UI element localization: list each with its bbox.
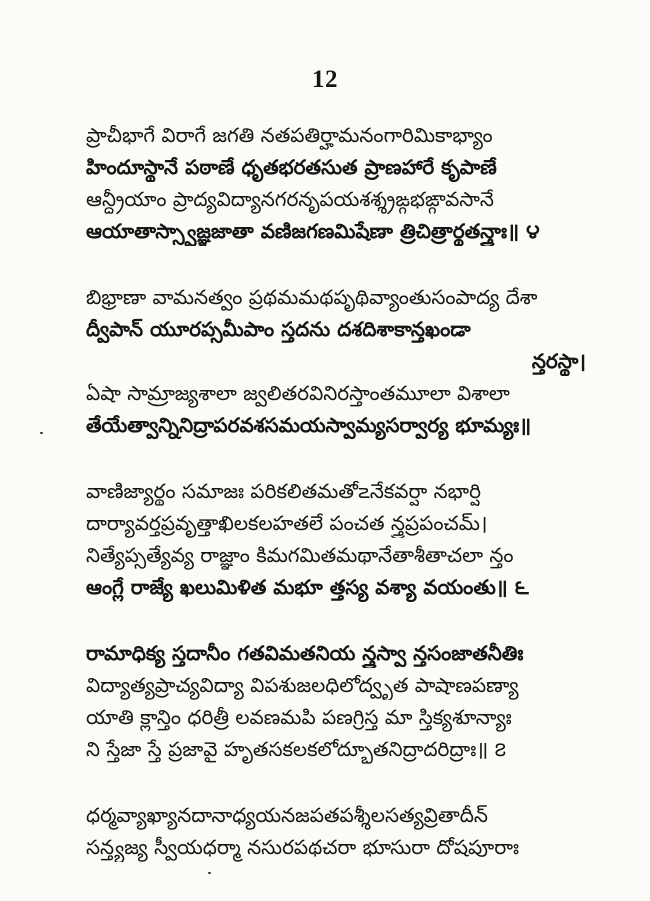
verse-line: ఆంగ్లే రాజ్యే ఖలుమిళిత మభూ త్తస్య వశ్యా వయంతు॥ ౬ (86, 575, 529, 599)
verse-line: సన్త్యజ్య స్వీయధర్మా నసురపథచరా భూసురా దోషపూరాః (86, 835, 520, 859)
verse-line: దార్యావర్తప్రవృత్తాఖిలకలహతలే పంచత న్త్రప్రపంచమ్। (86, 511, 488, 535)
verse-line: తేయేత్వాన్నినిద్రాపరవశసమయస్వామ్యసర్వార్య భూమ్యః॥ (86, 413, 532, 437)
verse-line: రామాధిక్య స్తదానీం గతవిమతనియ న్త్రస్వా న్తసంజాతనీతిః (86, 641, 524, 665)
verse-line: ద్వీపాన్ యూరప్సమీపాం స్తదను దశదిశాకాన్తఖండా (86, 317, 471, 341)
page-number: 12 (312, 66, 338, 93)
verse-line: న్తరస్థా। (531, 349, 586, 373)
verse-line: విద్యాత్యప్రాచ్యవిద్యా విపశుజలధిలోద్వృత పాషాణపణ్యా (86, 673, 519, 697)
verse-line: ధర్మవ్యాఖ్యానదానాధ్యయనజపతపశ్శీలసత్యవ్రితాదీన్ (86, 803, 488, 827)
verse-line: వాణిజ్యార్థం సమాజః పరికలితమతో౽నేకవర్షా నభార్షి (86, 479, 481, 503)
verse-line: ని స్తేజా స్తే ప్రజావై హృతసకలకలోద్భూతనిద్రాదరిద్రాః॥ ౭ (86, 737, 507, 761)
verse-line: బిభ్రాణా వామనత్వం ప్రథమమథపృథివ్యాంతుసంపాద్య దేశా (86, 285, 538, 309)
verse-line: ఏషా సామ్రాజ్యశాలా జ్వలితరవినిరస్తాంతమూలా విశాలా (86, 381, 510, 405)
scan-speck (40, 432, 43, 434)
verse-line: ప్రాచీభాగే విరాగే జగతి నతపతిర్హామనంగారిమికాభ్యాం (86, 123, 493, 147)
scan-speck (208, 872, 211, 874)
verse-line: ఆయాతాస్స్వాజ్ఞజాతా వణిజగణమిషేణా త్రిచిత్రార్థతన్త్రాః॥ ౪ (86, 219, 540, 243)
verse-line: హిందూస్థానే పఠాణే ధృతభరతసుత ప్రాణహారే కృపాణే (86, 155, 497, 179)
verse-line: యాతి క్లాన్తిం ధరిత్రీ లవణమపి పణగ్రిస్త మా స్తిక్యశూన్యాః (86, 705, 512, 729)
verse-line: నిత్యేప్సత్యేవ్య రాజ్ఞాం కిమగమితమథానేతాశీతాచలా న్తం (86, 543, 514, 567)
verse-line: ఆన్ధ్రీయాం ప్రాద్యవిద్యానగరనృపయశశ్శ్రఙ్గభఙ్గావసానే (86, 187, 494, 211)
